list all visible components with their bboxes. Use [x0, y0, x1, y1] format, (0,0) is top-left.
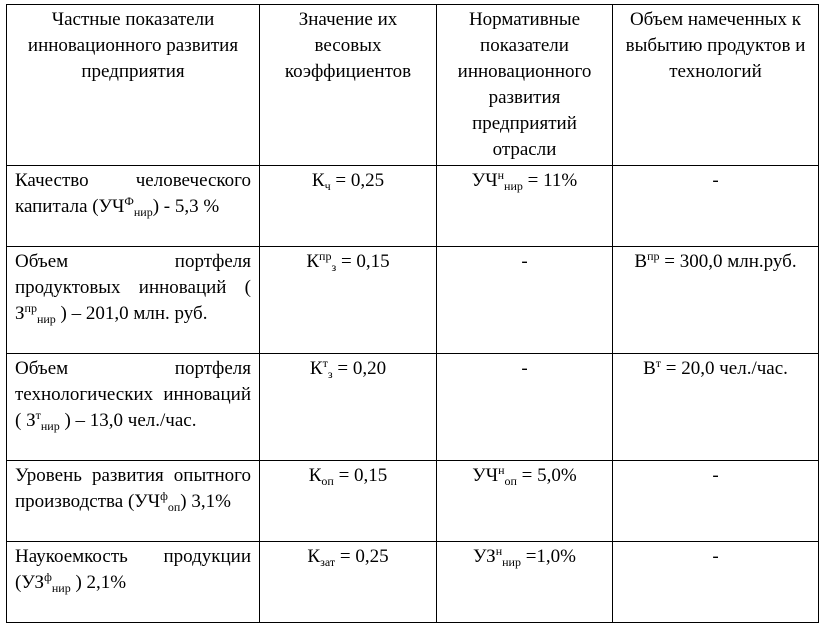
volume-cell: $В^т = 20,0$ чел./час.	[613, 354, 819, 461]
normative-cell: -	[437, 247, 613, 354]
volume-cell: $В^{пр} = 300,0$ млн.руб.	[613, 247, 819, 354]
header-normative-indicators: Нормативные показатели инновационного развития предприятий отрасли	[437, 5, 613, 166]
normative-cell: -	[437, 354, 613, 461]
coefficient-cell: $К_ч = 0,25$	[260, 166, 437, 247]
table-row	[7, 354, 819, 461]
coefficient-cell: $К_{оп} = 0,15$	[260, 461, 437, 542]
volume-cell: -	[613, 166, 819, 247]
table-row	[7, 247, 819, 354]
volume-cell: -	[613, 461, 819, 542]
indicator-cell: Уровень развития опытного производства $(УЧ^ф_{оп})$ 3,1%	[7, 461, 260, 542]
table-row	[7, 166, 819, 247]
table-row	[7, 542, 819, 623]
coefficient-cell: $К^т_з = 0,20$	[260, 354, 437, 461]
innovation-indicators-table	[6, 4, 819, 623]
normative-cell: $УЧ^н_{нир} = 11\%$	[437, 166, 613, 247]
indicator-cell: Качество человеческого капитала $(УЧ^Ф_{нир}) - 5,3$ %	[7, 166, 260, 247]
header-retirement-volume: Объем намеченных к выбытию продуктов и технологий	[613, 5, 819, 166]
coefficient-cell: $К_{зат} = 0,25$	[260, 542, 437, 623]
coefficient-cell: $К^{пр}_з = 0,15$	[260, 247, 437, 354]
normative-cell: $УЗ^н_{нир} =1,0\%$	[437, 542, 613, 623]
table-header-row	[7, 5, 819, 166]
header-indicators: Частные показатели инновационного развития предприятия	[7, 5, 260, 166]
volume-cell: -	[613, 542, 819, 623]
indicator-cell: Наукоемкость продукции ($УЗ^ф_{нир}$ ) 2,1%	[7, 542, 260, 623]
header-weight-coefficients: Значение их весовых коэффициентов	[260, 5, 437, 166]
normative-cell: $УЧ^н_{оп} = 5,0\%$	[437, 461, 613, 542]
table-row	[7, 461, 819, 542]
indicator-cell: Объем портфеля продуктовых инноваций ( $З^{пр}_{нир}$ ) – 201,0 млн. руб.	[7, 247, 260, 354]
indicator-cell: Объем портфеля технологических инноваций ( $З^т_{нир}$ ) – 13,0 чел./час.	[7, 354, 260, 461]
